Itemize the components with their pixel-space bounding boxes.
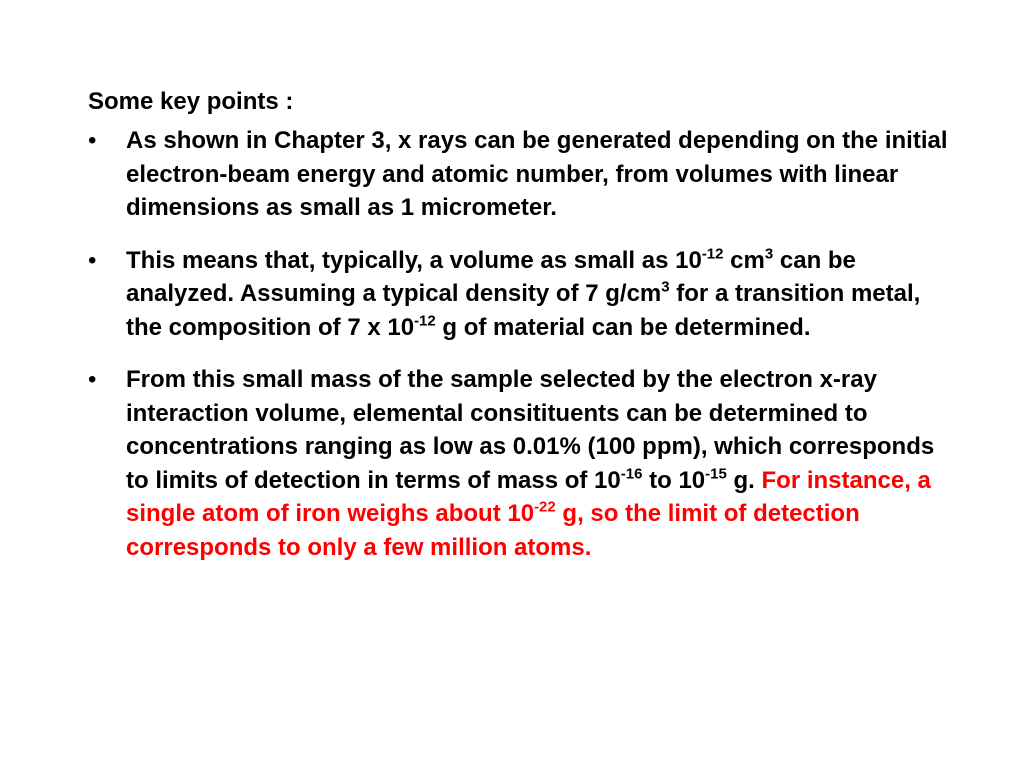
bullet-dot-icon: • <box>88 246 97 274</box>
exponent: -12 <box>701 244 724 262</box>
exponent: 3 <box>764 244 774 262</box>
bullet-list <box>88 124 948 583</box>
bullet-text: cm <box>723 246 765 274</box>
bullet-dot-icon: • <box>88 127 97 154</box>
highlight-text: For instance, a single atom of iron weighs about 10 <box>126 466 931 527</box>
bullet-text: can be analyzed. Assuming a typical density of 7 g/cm <box>126 246 856 307</box>
highlight-exponent: -22 <box>534 498 556 516</box>
bullet-text: From this small mass of the sample selected by the electron x-ray interaction volume, elemental consitituents can be determined to concentrations ranging as low as 0.01% (100 ppm), which corresponds to limits of detection in terms of mass of 10 <box>126 366 935 494</box>
exponent: -15 <box>705 464 727 482</box>
bullet-text: to 10 <box>642 466 706 494</box>
exponent: -12 <box>414 311 436 329</box>
slide-heading: Some key points : <box>88 88 294 115</box>
bullet-text: g of material can be determined. <box>435 313 811 341</box>
exponent: -16 <box>620 464 643 482</box>
bullet-item-3 <box>88 363 948 564</box>
exponent: 3 <box>661 278 670 296</box>
bullet-item-2 <box>88 244 948 345</box>
highlight-text: g, so the limit of detection corresponds to only a few million atoms. <box>126 500 860 561</box>
bullet-item-1 <box>88 124 948 225</box>
bullet-text: As shown in Chapter 3, x rays can be generated depending on the initial electron-beam energy and atomic number, from volumes with linear dimensions as small as 1 micrometer. <box>126 127 948 221</box>
bullet-text: for a transition metal, the composition of 7 x 10 <box>126 280 921 341</box>
bullet-dot-icon: • <box>88 366 97 393</box>
bullet-text: g. <box>726 466 762 494</box>
bullet-text: This means that, typically, a volume as small as 10 <box>126 246 702 274</box>
